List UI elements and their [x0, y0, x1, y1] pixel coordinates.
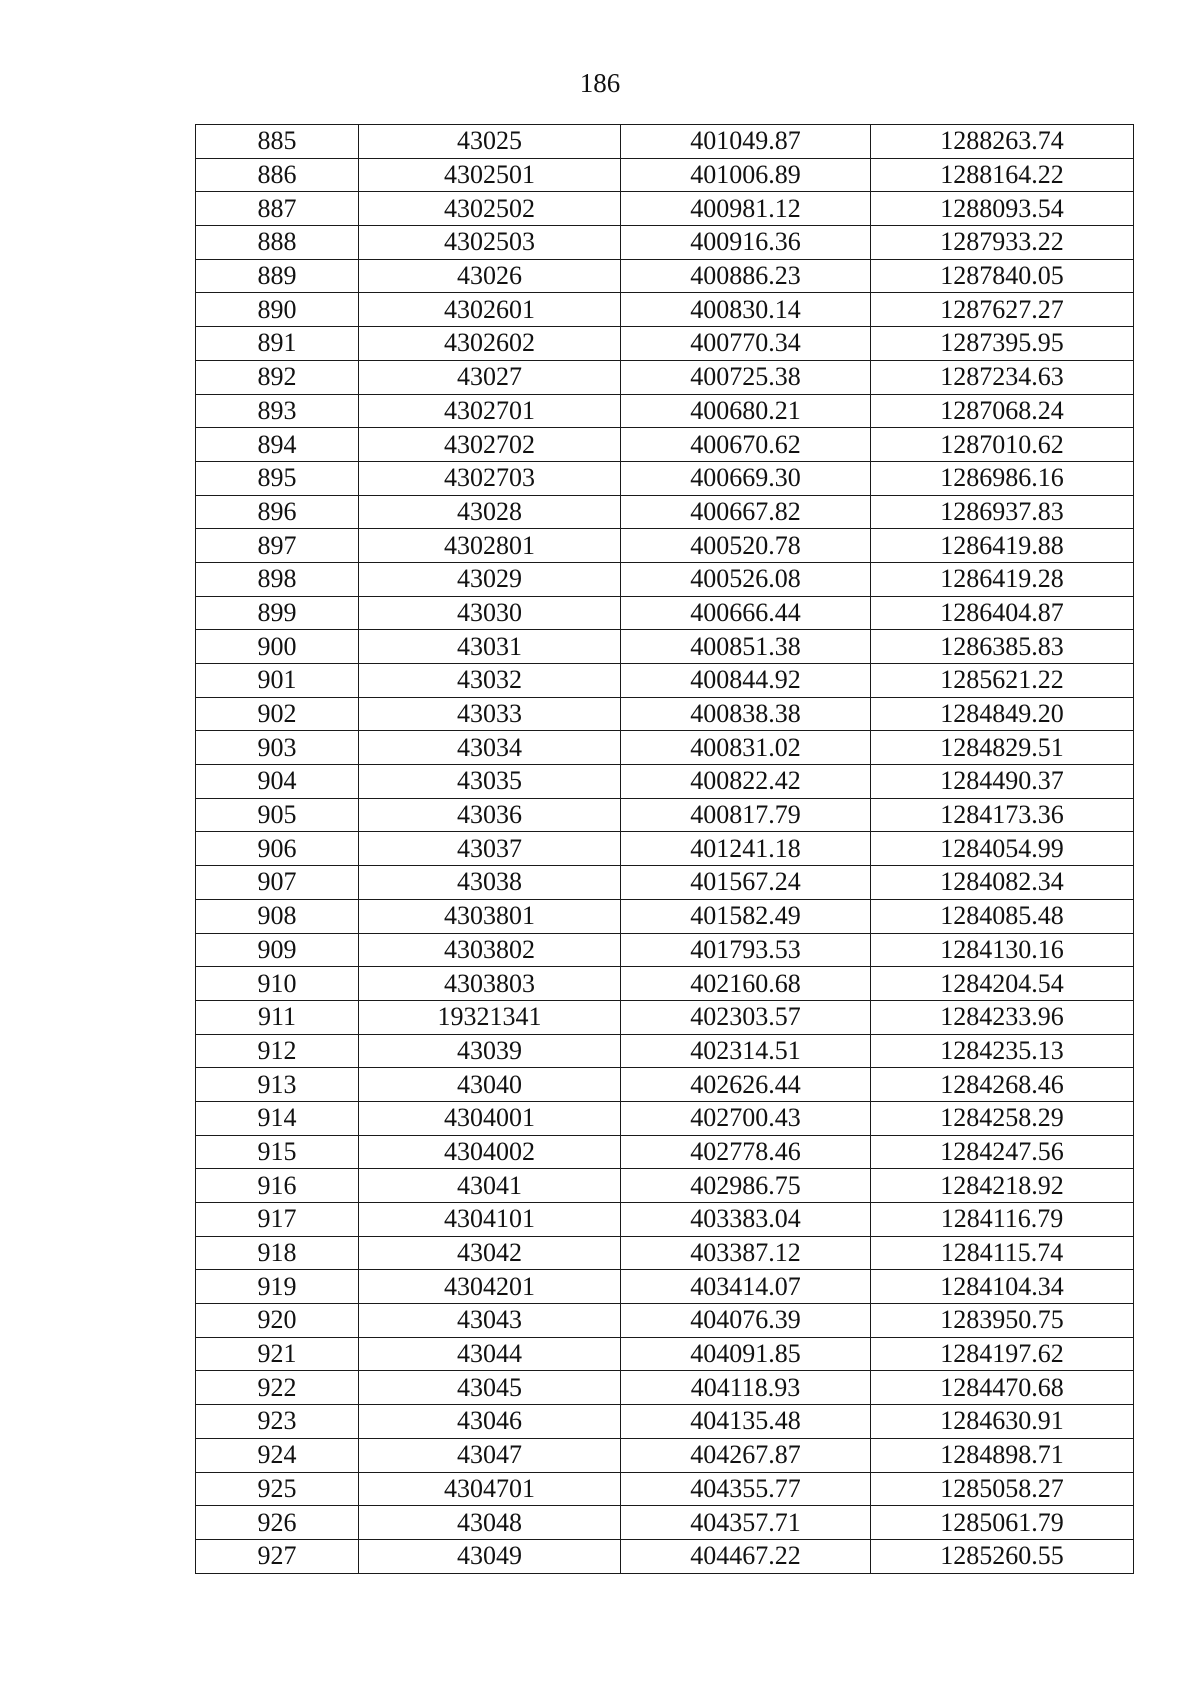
y-coordinate-cell: 1288164.22: [871, 158, 1134, 192]
row-index-cell: 901: [196, 664, 359, 698]
x-coordinate-cell: 400725.38: [621, 360, 871, 394]
row-index-cell: 897: [196, 529, 359, 563]
y-coordinate-cell: 1284116.79: [871, 1203, 1134, 1237]
point-id-cell: 4304201: [359, 1270, 621, 1304]
point-id-cell: 4302701: [359, 394, 621, 428]
row-index-cell: 910: [196, 967, 359, 1001]
point-id-cell: 43043: [359, 1304, 621, 1338]
y-coordinate-cell: 1286404.87: [871, 596, 1134, 630]
point-id-cell: 43048: [359, 1506, 621, 1540]
table-row: [196, 899, 1134, 933]
table-row: [196, 933, 1134, 967]
coordinates-table: [195, 124, 1134, 1574]
x-coordinate-cell: 400830.14: [621, 293, 871, 327]
point-id-cell: 43025: [359, 125, 621, 159]
point-id-cell: 4303802: [359, 933, 621, 967]
table-row: [196, 1236, 1134, 1270]
point-id-cell: 4302602: [359, 327, 621, 361]
x-coordinate-cell: 400526.08: [621, 562, 871, 596]
x-coordinate-cell: 404267.87: [621, 1438, 871, 1472]
x-coordinate-cell: 400844.92: [621, 664, 871, 698]
row-index-cell: 923: [196, 1405, 359, 1439]
point-id-cell: 43045: [359, 1371, 621, 1405]
y-coordinate-cell: 1288093.54: [871, 192, 1134, 226]
table-row: [196, 1337, 1134, 1371]
y-coordinate-cell: 1284204.54: [871, 967, 1134, 1001]
table-row: [196, 1000, 1134, 1034]
row-index-cell: 907: [196, 866, 359, 900]
table-row: [196, 226, 1134, 260]
table-row: [196, 697, 1134, 731]
y-coordinate-cell: 1286937.83: [871, 495, 1134, 529]
y-coordinate-cell: 1284197.62: [871, 1337, 1134, 1371]
y-coordinate-cell: 1287068.24: [871, 394, 1134, 428]
x-coordinate-cell: 404357.71: [621, 1506, 871, 1540]
table-row: [196, 832, 1134, 866]
y-coordinate-cell: 1284268.46: [871, 1068, 1134, 1102]
row-index-cell: 921: [196, 1337, 359, 1371]
y-coordinate-cell: 1286986.16: [871, 461, 1134, 495]
x-coordinate-cell: 402303.57: [621, 1000, 871, 1034]
x-coordinate-cell: 400817.79: [621, 798, 871, 832]
row-index-cell: 922: [196, 1371, 359, 1405]
point-id-cell: 43035: [359, 765, 621, 799]
row-index-cell: 918: [196, 1236, 359, 1270]
table-row: [196, 1101, 1134, 1135]
point-id-cell: 43037: [359, 832, 621, 866]
table-row: [196, 866, 1134, 900]
x-coordinate-cell: 400916.36: [621, 226, 871, 260]
row-index-cell: 890: [196, 293, 359, 327]
point-id-cell: 43039: [359, 1034, 621, 1068]
row-index-cell: 925: [196, 1472, 359, 1506]
x-coordinate-cell: 400851.38: [621, 630, 871, 664]
x-coordinate-cell: 400770.34: [621, 327, 871, 361]
table-row: [196, 1371, 1134, 1405]
y-coordinate-cell: 1284085.48: [871, 899, 1134, 933]
y-coordinate-cell: 1284470.68: [871, 1371, 1134, 1405]
table-row: [196, 192, 1134, 226]
point-id-cell: 4302702: [359, 428, 621, 462]
table-row: [196, 1034, 1134, 1068]
x-coordinate-cell: 403414.07: [621, 1270, 871, 1304]
y-coordinate-cell: 1284082.34: [871, 866, 1134, 900]
point-id-cell: 4304701: [359, 1472, 621, 1506]
x-coordinate-cell: 401049.87: [621, 125, 871, 159]
table-row: [196, 259, 1134, 293]
row-index-cell: 898: [196, 562, 359, 596]
x-coordinate-cell: 401241.18: [621, 832, 871, 866]
x-coordinate-cell: 400886.23: [621, 259, 871, 293]
row-index-cell: 899: [196, 596, 359, 630]
row-index-cell: 927: [196, 1539, 359, 1573]
point-id-cell: 4304101: [359, 1203, 621, 1237]
row-index-cell: 911: [196, 1000, 359, 1034]
y-coordinate-cell: 1286419.28: [871, 562, 1134, 596]
x-coordinate-cell: 401567.24: [621, 866, 871, 900]
x-coordinate-cell: 404076.39: [621, 1304, 871, 1338]
row-index-cell: 885: [196, 125, 359, 159]
x-coordinate-cell: 402314.51: [621, 1034, 871, 1068]
y-coordinate-cell: 1284898.71: [871, 1438, 1134, 1472]
row-index-cell: 905: [196, 798, 359, 832]
row-index-cell: 916: [196, 1169, 359, 1203]
x-coordinate-cell: 400838.38: [621, 697, 871, 731]
table-row: [196, 293, 1134, 327]
x-coordinate-cell: 400981.12: [621, 192, 871, 226]
point-id-cell: 43042: [359, 1236, 621, 1270]
point-id-cell: 4302503: [359, 226, 621, 260]
x-coordinate-cell: 402778.46: [621, 1135, 871, 1169]
point-id-cell: 4302801: [359, 529, 621, 563]
row-index-cell: 893: [196, 394, 359, 428]
table-row: [196, 731, 1134, 765]
table-row: [196, 1203, 1134, 1237]
y-coordinate-cell: 1287933.22: [871, 226, 1134, 260]
x-coordinate-cell: 400666.44: [621, 596, 871, 630]
point-id-cell: 43036: [359, 798, 621, 832]
row-index-cell: 924: [196, 1438, 359, 1472]
y-coordinate-cell: 1287840.05: [871, 259, 1134, 293]
row-index-cell: 889: [196, 259, 359, 293]
x-coordinate-cell: 400822.42: [621, 765, 871, 799]
table-row: [196, 1135, 1134, 1169]
y-coordinate-cell: 1284104.34: [871, 1270, 1134, 1304]
row-index-cell: 900: [196, 630, 359, 664]
y-coordinate-cell: 1284173.36: [871, 798, 1134, 832]
y-coordinate-cell: 1284849.20: [871, 697, 1134, 731]
x-coordinate-cell: 403387.12: [621, 1236, 871, 1270]
table-row: [196, 664, 1134, 698]
point-id-cell: 4302502: [359, 192, 621, 226]
y-coordinate-cell: 1284630.91: [871, 1405, 1134, 1439]
x-coordinate-cell: 402700.43: [621, 1101, 871, 1135]
point-id-cell: 43049: [359, 1539, 621, 1573]
x-coordinate-cell: 404355.77: [621, 1472, 871, 1506]
x-coordinate-cell: 400667.82: [621, 495, 871, 529]
x-coordinate-cell: 401582.49: [621, 899, 871, 933]
y-coordinate-cell: 1285061.79: [871, 1506, 1134, 1540]
coordinates-table-body: [196, 125, 1134, 1574]
row-index-cell: 892: [196, 360, 359, 394]
x-coordinate-cell: 400670.62: [621, 428, 871, 462]
y-coordinate-cell: 1285260.55: [871, 1539, 1134, 1573]
row-index-cell: 902: [196, 697, 359, 731]
table-row: [196, 1270, 1134, 1304]
table-row: [196, 158, 1134, 192]
y-coordinate-cell: 1285058.27: [871, 1472, 1134, 1506]
x-coordinate-cell: 404135.48: [621, 1405, 871, 1439]
table-row: [196, 1405, 1134, 1439]
x-coordinate-cell: 404118.93: [621, 1371, 871, 1405]
row-index-cell: 917: [196, 1203, 359, 1237]
point-id-cell: 43047: [359, 1438, 621, 1472]
x-coordinate-cell: 401006.89: [621, 158, 871, 192]
x-coordinate-cell: 403383.04: [621, 1203, 871, 1237]
table-row: [196, 630, 1134, 664]
row-index-cell: 909: [196, 933, 359, 967]
y-coordinate-cell: 1284218.92: [871, 1169, 1134, 1203]
row-index-cell: 920: [196, 1304, 359, 1338]
y-coordinate-cell: 1284115.74: [871, 1236, 1134, 1270]
row-index-cell: 888: [196, 226, 359, 260]
point-id-cell: 43029: [359, 562, 621, 596]
row-index-cell: 914: [196, 1101, 359, 1135]
x-coordinate-cell: 402986.75: [621, 1169, 871, 1203]
x-coordinate-cell: 400831.02: [621, 731, 871, 765]
table-row: [196, 1068, 1134, 1102]
table-row: [196, 562, 1134, 596]
x-coordinate-cell: 404091.85: [621, 1337, 871, 1371]
point-id-cell: 4304001: [359, 1101, 621, 1135]
table-row: [196, 461, 1134, 495]
point-id-cell: 43040: [359, 1068, 621, 1102]
x-coordinate-cell: 400680.21: [621, 394, 871, 428]
point-id-cell: 43044: [359, 1337, 621, 1371]
point-id-cell: 43028: [359, 495, 621, 529]
page-number: 186: [579, 68, 621, 98]
y-coordinate-cell: 1284235.13: [871, 1034, 1134, 1068]
y-coordinate-cell: 1286419.88: [871, 529, 1134, 563]
row-index-cell: 895: [196, 461, 359, 495]
x-coordinate-cell: 400669.30: [621, 461, 871, 495]
point-id-cell: 4302501: [359, 158, 621, 192]
point-id-cell: 19321341: [359, 1000, 621, 1034]
table-row: [196, 1539, 1134, 1573]
row-index-cell: 915: [196, 1135, 359, 1169]
table-row: [196, 798, 1134, 832]
point-id-cell: 43027: [359, 360, 621, 394]
row-index-cell: 913: [196, 1068, 359, 1102]
y-coordinate-cell: 1284258.29: [871, 1101, 1134, 1135]
table-row: [196, 1472, 1134, 1506]
point-id-cell: 43046: [359, 1405, 621, 1439]
row-index-cell: 896: [196, 495, 359, 529]
point-id-cell: 43034: [359, 731, 621, 765]
table-row: [196, 529, 1134, 563]
y-coordinate-cell: 1284233.96: [871, 1000, 1134, 1034]
y-coordinate-cell: 1284130.16: [871, 933, 1134, 967]
row-index-cell: 903: [196, 731, 359, 765]
y-coordinate-cell: 1287234.63: [871, 360, 1134, 394]
row-index-cell: 886: [196, 158, 359, 192]
y-coordinate-cell: 1284247.56: [871, 1135, 1134, 1169]
y-coordinate-cell: 1283950.75: [871, 1304, 1134, 1338]
row-index-cell: 887: [196, 192, 359, 226]
y-coordinate-cell: 1286385.83: [871, 630, 1134, 664]
table-row: [196, 596, 1134, 630]
row-index-cell: 926: [196, 1506, 359, 1540]
y-coordinate-cell: 1285621.22: [871, 664, 1134, 698]
point-id-cell: 4304002: [359, 1135, 621, 1169]
x-coordinate-cell: 401793.53: [621, 933, 871, 967]
table-row: [196, 1169, 1134, 1203]
point-id-cell: 43030: [359, 596, 621, 630]
row-index-cell: 919: [196, 1270, 359, 1304]
point-id-cell: 43033: [359, 697, 621, 731]
row-index-cell: 894: [196, 428, 359, 462]
x-coordinate-cell: 402160.68: [621, 967, 871, 1001]
row-index-cell: 906: [196, 832, 359, 866]
x-coordinate-cell: 400520.78: [621, 529, 871, 563]
y-coordinate-cell: 1287395.95: [871, 327, 1134, 361]
x-coordinate-cell: 402626.44: [621, 1068, 871, 1102]
y-coordinate-cell: 1288263.74: [871, 125, 1134, 159]
y-coordinate-cell: 1287627.27: [871, 293, 1134, 327]
point-id-cell: 4302601: [359, 293, 621, 327]
point-id-cell: 4303803: [359, 967, 621, 1001]
table-row: [196, 967, 1134, 1001]
row-index-cell: 891: [196, 327, 359, 361]
table-row: [196, 1506, 1134, 1540]
point-id-cell: 43031: [359, 630, 621, 664]
row-index-cell: 908: [196, 899, 359, 933]
table-row: [196, 327, 1134, 361]
x-coordinate-cell: 404467.22: [621, 1539, 871, 1573]
point-id-cell: 43041: [359, 1169, 621, 1203]
table-row: [196, 360, 1134, 394]
table-row: [196, 765, 1134, 799]
point-id-cell: 43032: [359, 664, 621, 698]
point-id-cell: 43038: [359, 866, 621, 900]
y-coordinate-cell: 1284054.99: [871, 832, 1134, 866]
y-coordinate-cell: 1287010.62: [871, 428, 1134, 462]
table-row: [196, 428, 1134, 462]
table-row: [196, 1438, 1134, 1472]
point-id-cell: 4303801: [359, 899, 621, 933]
point-id-cell: 4302703: [359, 461, 621, 495]
table-row: [196, 394, 1134, 428]
row-index-cell: 912: [196, 1034, 359, 1068]
y-coordinate-cell: 1284829.51: [871, 731, 1134, 765]
table-row: [196, 495, 1134, 529]
row-index-cell: 904: [196, 765, 359, 799]
table-row: [196, 125, 1134, 159]
y-coordinate-cell: 1284490.37: [871, 765, 1134, 799]
table-row: [196, 1304, 1134, 1338]
point-id-cell: 43026: [359, 259, 621, 293]
